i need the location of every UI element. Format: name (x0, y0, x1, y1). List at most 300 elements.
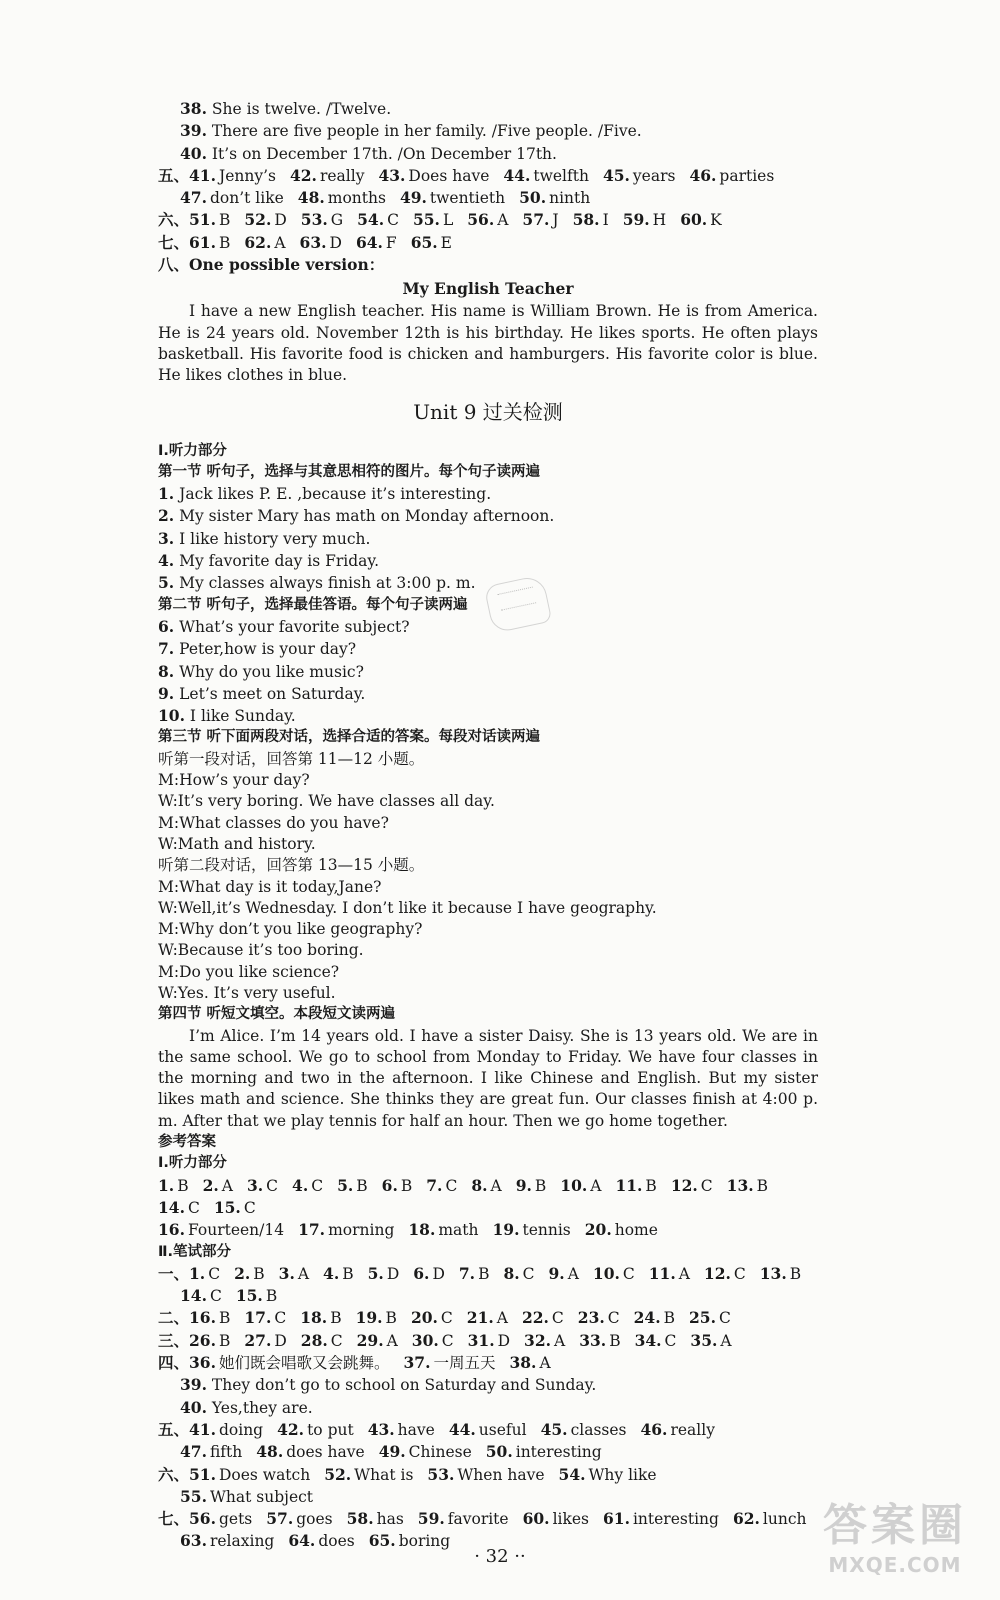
answer-item (523, 1508, 589, 1530)
answer-item (519, 187, 590, 209)
numbered-line (158, 638, 818, 660)
answer-item (559, 1464, 657, 1486)
answer-value: B (330, 1309, 342, 1328)
answer-item (158, 1175, 189, 1197)
answer-item (467, 209, 508, 231)
answer-item (189, 165, 276, 187)
answer-value: interesting (632, 1510, 719, 1529)
essay-title: My English Teacher (402, 279, 574, 299)
answer-item (680, 209, 722, 231)
answer-number: 55. (412, 210, 440, 230)
answer-value: A (590, 1176, 602, 1195)
answer-value: B (478, 1264, 490, 1283)
answer-number: 8. (503, 1263, 520, 1283)
written-6-row-a (158, 1464, 818, 1486)
part-1-label: Ⅰ.听力部分 (158, 442, 227, 459)
answer-number: 25. (689, 1308, 716, 1328)
answer-number: 43. (367, 1419, 395, 1439)
written-4-lines (158, 1374, 818, 1419)
dialog-line: W:It’s very boring. We have classes all day. (158, 792, 495, 811)
answer-item (236, 1285, 277, 1307)
dialog-line: W:Because it’s too boring. (158, 941, 364, 960)
answer-number: 16. (189, 1308, 216, 1328)
line-text: I like Sunday. (189, 707, 296, 726)
answer-number: 47. (180, 1442, 207, 1462)
line-text: They don’t go to school on Saturday and Sunday. (211, 1376, 597, 1395)
answer-number: 22. (521, 1308, 549, 1328)
section-3-heading: 第三节 听下面两段对话，选择合适的答案。每段对话读两遍 (158, 729, 541, 746)
answer-value: interesting (515, 1443, 602, 1462)
answer-number: 41. (189, 1419, 216, 1439)
answer-number: 61. (603, 1509, 630, 1529)
answer-item (635, 1330, 677, 1352)
answer-number: 20. (410, 1308, 438, 1328)
dialog-line: M:What day is it today,Jane? (158, 877, 382, 896)
answer-number: 59. (622, 210, 650, 230)
answer-item (277, 1419, 354, 1441)
answer-item (449, 1419, 527, 1441)
answer-item (347, 1508, 404, 1530)
answer-item (516, 1175, 547, 1197)
answer-number: 17. (244, 1308, 272, 1328)
answer-number: 44. (448, 1419, 476, 1439)
answer-item (189, 209, 230, 231)
answer-value: don’t like (209, 189, 284, 208)
section-5-row-a (158, 165, 818, 187)
answer-value: D (497, 1331, 511, 1350)
section-4-heading: 第四节 听短文填空。本段短文读两遍 (158, 1006, 396, 1023)
answer-item (301, 1330, 343, 1352)
essay-body: I have a new English teacher. His name is William Brown. He is from America. He is 24 years old. November 12th is his birthday. He likes sports. He often plays basketball. His favorite food is chicken and hamburgers. His favorite color is blue. He likes clothes in blue. (158, 302, 818, 385)
answer-number: 57. (266, 1509, 294, 1529)
answer-value: C (266, 1176, 279, 1195)
section-prefix: 六、 (158, 210, 190, 230)
answer-item (593, 1263, 635, 1285)
answer-number: 44. (503, 165, 531, 185)
section-prefix: 六、 (158, 1464, 190, 1484)
answer-number: 33. (579, 1330, 607, 1350)
answer-item (493, 1219, 571, 1241)
dialog-line: M:Do you like science? (158, 962, 340, 981)
answer-value: A (678, 1264, 690, 1283)
listening-passage: I’m Alice. I’m 14 years old. I have a sister Daisy. She is 13 years old. We are in the same school. We go to school from Monday to Friday. We have four classes in the morning and two in the afternoon. I like Chinese and English. But my sister likes math and science. She thinks they are great fun. Our classes finish at 4:00 p. m. After that we play tennis for half an hour. Then we go home together. (158, 1026, 818, 1130)
answer-value: favorite (447, 1510, 509, 1529)
answer-value: twelfth (533, 166, 589, 185)
answer-item (244, 209, 286, 231)
answer-item (634, 1307, 675, 1329)
written-3-row (158, 1330, 818, 1352)
answer-item (541, 1419, 627, 1441)
answer-number: 4. (323, 1263, 340, 1283)
answer-value: ninth (549, 189, 591, 208)
section-prefix: 二、 (158, 1308, 190, 1328)
line-number: 2. (158, 506, 175, 526)
answer-number: 18. (408, 1220, 436, 1240)
answer-number: 4. (292, 1175, 309, 1195)
line-number: 40. (180, 1397, 207, 1417)
answer-number: 6. (381, 1175, 398, 1195)
answer-value: G (330, 211, 344, 230)
answer-number: 14. (158, 1197, 185, 1217)
answer-item (560, 1175, 601, 1197)
answer-value: lunch (762, 1510, 807, 1529)
answer-item (603, 165, 676, 187)
answer-value: years (632, 166, 676, 185)
answer-item (418, 1508, 509, 1530)
answer-value: C (622, 1264, 635, 1283)
line-text: Yes,they are. (211, 1398, 313, 1417)
answer-value: B (218, 233, 231, 252)
answer-number: 60. (680, 210, 708, 230)
numbered-line (158, 505, 818, 527)
answer-number: 55. (180, 1486, 207, 1506)
answer-number: 12. (670, 1175, 698, 1195)
answer-value: B (400, 1176, 413, 1195)
answer-number: 60. (522, 1509, 550, 1529)
answers-listening-row-b (158, 1197, 818, 1219)
answer-number: 50. (519, 188, 547, 208)
answers-listening-row-c (158, 1219, 818, 1241)
answer-number: 29. (356, 1330, 384, 1350)
answer-item (298, 187, 386, 209)
line-text: Why do you like music? (179, 662, 364, 681)
answer-value: Fourteen/14 (187, 1221, 285, 1240)
answer-value: C (718, 1309, 731, 1328)
answer-value: classes (570, 1420, 627, 1439)
answer-value: parties (719, 166, 775, 185)
answer-value: likes (552, 1510, 589, 1529)
answer-item (203, 1175, 233, 1197)
numbered-line (158, 661, 818, 683)
answer-item (158, 1197, 200, 1219)
answer-number: 7. (458, 1263, 476, 1283)
answer-number: 64. (288, 1531, 316, 1551)
answer-item (524, 1330, 565, 1352)
answer-item (427, 1464, 544, 1486)
dialog-2-label: 听第二段对话，回答第 13—15 小题。 (158, 856, 425, 875)
answer-number: 51. (189, 210, 216, 230)
answer-number: 32. (524, 1330, 552, 1350)
answer-number: 36. (189, 1353, 216, 1373)
written-5-row-a (158, 1419, 818, 1441)
numbered-line (158, 1374, 818, 1396)
answer-value: C (387, 211, 399, 230)
answer-value: C (208, 1264, 221, 1283)
line-number: 39. (180, 121, 207, 141)
answer-number: 57. (522, 210, 550, 230)
top-answer-lines (158, 98, 818, 165)
line-number: 8. (158, 661, 175, 681)
answer-number: 15. (235, 1286, 263, 1306)
answer-item (279, 1263, 309, 1285)
answer-number: 49. (378, 1442, 406, 1462)
line-text: Jack likes P. E. ,because it’s interesting. (179, 485, 492, 504)
answer-item (585, 1219, 658, 1241)
dialog-line: W:Math and history. (158, 834, 316, 853)
answer-value: What is (354, 1465, 414, 1484)
answer-value: C (551, 1309, 564, 1328)
answer-value: twentieth (429, 189, 506, 208)
answer-value: relaxing (209, 1532, 275, 1551)
answer-item (413, 1263, 445, 1285)
answer-value: has (376, 1510, 404, 1529)
answer-number: 65. (410, 232, 438, 252)
line-text: Peter,how is your day? (179, 640, 357, 659)
answer-value: A (490, 1176, 502, 1195)
answer-value: Chinese (408, 1443, 472, 1462)
answer-value: C (440, 1309, 453, 1328)
dialog-line: W:Well,it’s Wednesday. I don’t like it because I have geography. (158, 898, 657, 917)
answer-item (234, 1263, 265, 1285)
answer-number: 12. (703, 1263, 731, 1283)
answer-value: J (552, 211, 559, 230)
answer-value: D (274, 211, 287, 230)
answer-item (689, 165, 774, 187)
answer-value: A (496, 1309, 508, 1328)
answer-item (300, 232, 342, 254)
answer-item (298, 1219, 394, 1241)
answer-number: 46. (689, 165, 717, 185)
numbered-line (158, 683, 818, 705)
section-prefix: 三、 (158, 1330, 190, 1350)
answer-value: B (177, 1176, 189, 1195)
answer-number: 45. (602, 165, 630, 185)
answer-value: C (445, 1176, 458, 1195)
answer-item (503, 165, 589, 187)
answer-number: 24. (633, 1308, 661, 1328)
answer-number: 49. (399, 188, 427, 208)
section-prefix: 五、 (158, 165, 190, 185)
answer-value: C (330, 1331, 343, 1350)
answer-value: L (442, 211, 454, 230)
answer-number: 5. (337, 1175, 354, 1195)
answer-value: does have (286, 1443, 365, 1462)
answer-item (408, 1219, 478, 1241)
section-prefix: 一、 (158, 1263, 190, 1283)
line-text: There are five people in her family. /Five people. /Five. (211, 122, 642, 141)
written-4-row (158, 1352, 818, 1374)
answer-number: 21. (466, 1308, 494, 1328)
answer-item (704, 1263, 746, 1285)
line-number: 39. (180, 1375, 207, 1395)
answer-item (549, 1263, 579, 1285)
answer-item (509, 1352, 550, 1374)
answer-number: 48. (256, 1442, 284, 1462)
line-number: 4. (158, 551, 175, 571)
answer-value: tennis (522, 1221, 571, 1240)
answer-item (382, 1175, 413, 1197)
answer-value: C (733, 1264, 746, 1283)
answer-value: A (221, 1176, 233, 1195)
numbered-line (158, 483, 818, 505)
answer-value: doing (218, 1420, 264, 1439)
answer-item (378, 165, 489, 187)
answer-item (300, 1307, 341, 1329)
answer-item (266, 1508, 332, 1530)
line-number: 10. (158, 706, 185, 726)
answer-number: 6. (413, 1263, 430, 1283)
answer-number: 1. (158, 1175, 175, 1195)
answer-value: K (710, 211, 722, 230)
answer-item (760, 1263, 801, 1285)
answer-value: Why like (588, 1465, 657, 1484)
answer-value: B (342, 1264, 354, 1283)
answer-value: B (253, 1264, 265, 1283)
answer-number: 3. (278, 1263, 295, 1283)
numbered-line (158, 616, 818, 638)
page-number: · 32 ·· (474, 1546, 526, 1567)
answer-number: 64. (355, 232, 383, 252)
answer-number: 34. (634, 1330, 662, 1350)
answer-value: B (609, 1331, 621, 1350)
answer-number: 30. (411, 1330, 439, 1350)
answer-number: 19. (355, 1308, 383, 1328)
answer-item (623, 209, 667, 231)
section-6-row (158, 209, 818, 231)
answer-value: Does watch (218, 1465, 311, 1484)
answer-item (256, 1441, 364, 1463)
answer-number: 65. (368, 1531, 396, 1551)
answer-item (244, 1330, 286, 1352)
answer-item (578, 1307, 620, 1329)
answer-number: 3. (246, 1175, 264, 1195)
answer-value: D (432, 1264, 445, 1283)
answer-value: A (297, 1264, 310, 1283)
answer-item (323, 1263, 354, 1285)
written-1-row-a (158, 1263, 818, 1285)
answer-item (400, 187, 505, 209)
answer-value: F (385, 233, 397, 252)
answer-value: B (756, 1176, 769, 1195)
answer-item (189, 1464, 310, 1486)
answer-value: B (789, 1264, 802, 1283)
dialog-line: M:What classes do you have? (158, 813, 389, 832)
answer-value: gets (218, 1510, 253, 1529)
answer-item (189, 1352, 389, 1374)
answer-number: 28. (300, 1330, 328, 1350)
answer-item (467, 1307, 508, 1329)
answer-item (357, 1330, 398, 1352)
answer-item (640, 1419, 714, 1441)
answer-item (690, 1330, 731, 1352)
answer-value: C (274, 1309, 287, 1328)
answer-item (689, 1307, 731, 1329)
answer-item (573, 209, 609, 231)
answer-value: I (602, 211, 609, 230)
answer-item (522, 209, 558, 231)
answer-number: 11. (615, 1175, 643, 1195)
answer-value: C (441, 1331, 454, 1350)
answer-number: 53. (427, 1464, 455, 1484)
answer-item (413, 209, 453, 231)
answer-number: 9. (548, 1263, 565, 1283)
answer-value: B (645, 1176, 657, 1195)
written-7-row-a (158, 1508, 818, 1530)
line-number: 6. (158, 616, 175, 636)
answer-value: 一周五天 (433, 1354, 496, 1373)
answer-number: 42. (277, 1419, 305, 1439)
answer-value: When have (457, 1465, 545, 1484)
answer-number: 41. (189, 165, 216, 185)
answer-item (214, 1197, 256, 1219)
answer-item (244, 1307, 286, 1329)
answer-value: A (567, 1264, 579, 1283)
answer-value: A (539, 1354, 551, 1373)
answer-value: Jenny’s (218, 166, 276, 185)
answer-value: B (218, 211, 231, 230)
answer-value: to put (307, 1420, 354, 1439)
written-2-row (158, 1307, 818, 1329)
answer-item (404, 1352, 496, 1374)
answer-item (180, 1486, 313, 1508)
answer-value: B (218, 1309, 231, 1328)
written-6-row-b (158, 1486, 818, 1508)
answer-item (301, 209, 343, 231)
answer-item (189, 1508, 252, 1530)
answer-item (412, 1330, 454, 1352)
answer-value: really (319, 166, 365, 185)
line-text: It’s on December 17th. /On December 17th. (211, 144, 557, 163)
section-2-heading: 第二节 听句子，选择最佳答语。每个句子读两遍 (158, 596, 468, 613)
answer-value: C (311, 1176, 324, 1195)
dialog-2 (158, 877, 818, 1005)
answer-value: C (664, 1331, 677, 1350)
line-number: 1. (158, 484, 175, 504)
answer-value: H (652, 211, 667, 230)
answer-item (411, 232, 452, 254)
answer-item (180, 1285, 222, 1307)
answer-item (411, 1307, 453, 1329)
answer-page (158, 98, 818, 1553)
answer-number: 46. (640, 1419, 668, 1439)
answer-value: A (386, 1331, 398, 1350)
answer-number: 45. (540, 1419, 568, 1439)
answer-value: C (243, 1198, 256, 1217)
answer-item (180, 1441, 242, 1463)
answer-number: 31. (467, 1330, 495, 1350)
answer-value: C (700, 1176, 713, 1195)
answer-value: C (607, 1309, 620, 1328)
answer-number: 54. (558, 1464, 586, 1484)
answer-item (468, 1330, 510, 1352)
answer-item (671, 1175, 713, 1197)
answer-value: B (385, 1309, 397, 1328)
answer-number: 17. (298, 1220, 326, 1240)
answer-number: 38. (509, 1353, 537, 1373)
answer-number: 8. (471, 1175, 488, 1195)
answer-item (189, 1307, 230, 1329)
answer-number: 9. (515, 1175, 532, 1195)
answer-item (324, 1464, 413, 1486)
answer-item (522, 1307, 564, 1329)
answer-item (615, 1175, 656, 1197)
answer-value: D (386, 1264, 400, 1283)
answer-number: 14. (180, 1286, 207, 1306)
answer-item (180, 187, 284, 209)
answer-item (356, 1307, 397, 1329)
dialog-1-label: 听第一段对话，回答第 11—12 小题。 (158, 749, 425, 768)
line-text: My favorite day is Friday. (179, 552, 380, 571)
answer-item (733, 1508, 807, 1530)
answer-value: goes (296, 1510, 333, 1529)
answer-number: 13. (759, 1263, 787, 1283)
answer-value: months (327, 189, 386, 208)
answer-value: D (274, 1331, 287, 1350)
answer-number: 20. (584, 1220, 612, 1240)
answer-item (189, 1263, 220, 1285)
answer-number: 11. (648, 1263, 676, 1283)
dialog-1 (158, 770, 818, 855)
